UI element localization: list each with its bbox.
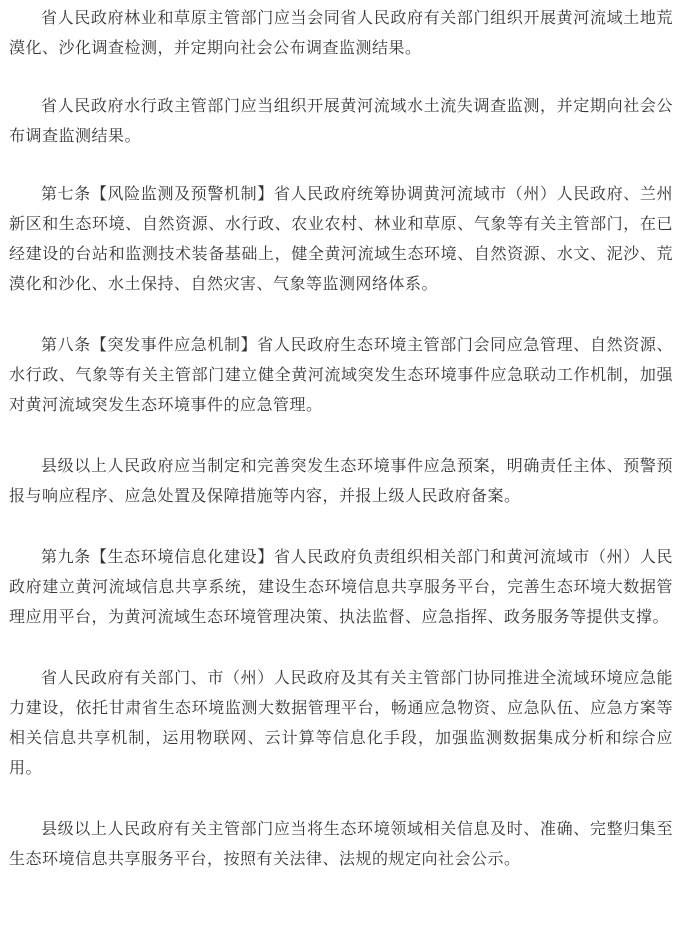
paragraph-emergency-capacity: 省人民政府有关部门、市（州）人民政府及其有关主管部门协同推进全流域环境应急能力建设，依托甘肃省生态环境监测大数据管理平台，畅通应急物资、应急队伍、应急方案等相关信息共享机制，运用物联网、云计算等信息化手段，加强监测数据集成分析和综合应用。 [9, 668, 673, 777]
paragraph-article-9-informatization: 第九条【生态环境信息化建设】省人民政府负责组织相关部门和黄河流域市（州）人民政府建立黄河流域信息共享系统，建设生态环境信息共享服务平台，完善生态环境大数据管理应用平台，为黄河流域生态环境管理决策、执法监督、应急指挥、政务服务等提供支撑。 [9, 547, 673, 626]
paragraph-article-7-risk-monitoring: 第七条【风险监测及预警机制】省人民政府统筹协调黄河流域市（州）人民政府、兰州新区和生态环境、自然资源、水行政、农业农村、林业和草原、气象等有关主管部门，在已经建设的台站和监测技术装备基础上，健全黄河流域生态环境、自然资源、水文、泥沙、荒漠化和沙化、水土保持、自然灾害、气象等监测网络体系。 [9, 184, 673, 293]
paragraph-article-8-emergency-mechanism: 第八条【突发事件应急机制】省人民政府生态环境主管部门会同应急管理、自然资源、水行政、气象等有关主管部门建立健全黄河流域突发生态环境事件应急联动工作机制，加强对黄河流域突发生态环境事件的应急管理。 [9, 335, 673, 414]
paragraph-information-publication: 县级以上人民政府有关主管部门应当将生态环境领域相关信息及时、准确、完整归集至生态环境信息共享服务平台，按照有关法律、法规的规定向社会公示。 [9, 819, 673, 868]
paragraph-emergency-plan: 县级以上人民政府应当制定和完善突发生态环境事件应急预案，明确责任主体、预警预报与响应程序、应急处置及保障措施等内容，并报上级人民政府备案。 [9, 456, 673, 505]
paragraph-land-desertification-monitoring: 省人民政府林业和草原主管部门应当会同省人民政府有关部门组织开展黄河流域土地荒漠化、沙化调查检测，并定期向社会公布调查监测结果。 [9, 8, 673, 57]
paragraph-soil-erosion-monitoring: 省人民政府水行政主管部门应当组织开展黄河流域水土流失调查监测，并定期向社会公布调查监测结果。 [9, 96, 673, 145]
